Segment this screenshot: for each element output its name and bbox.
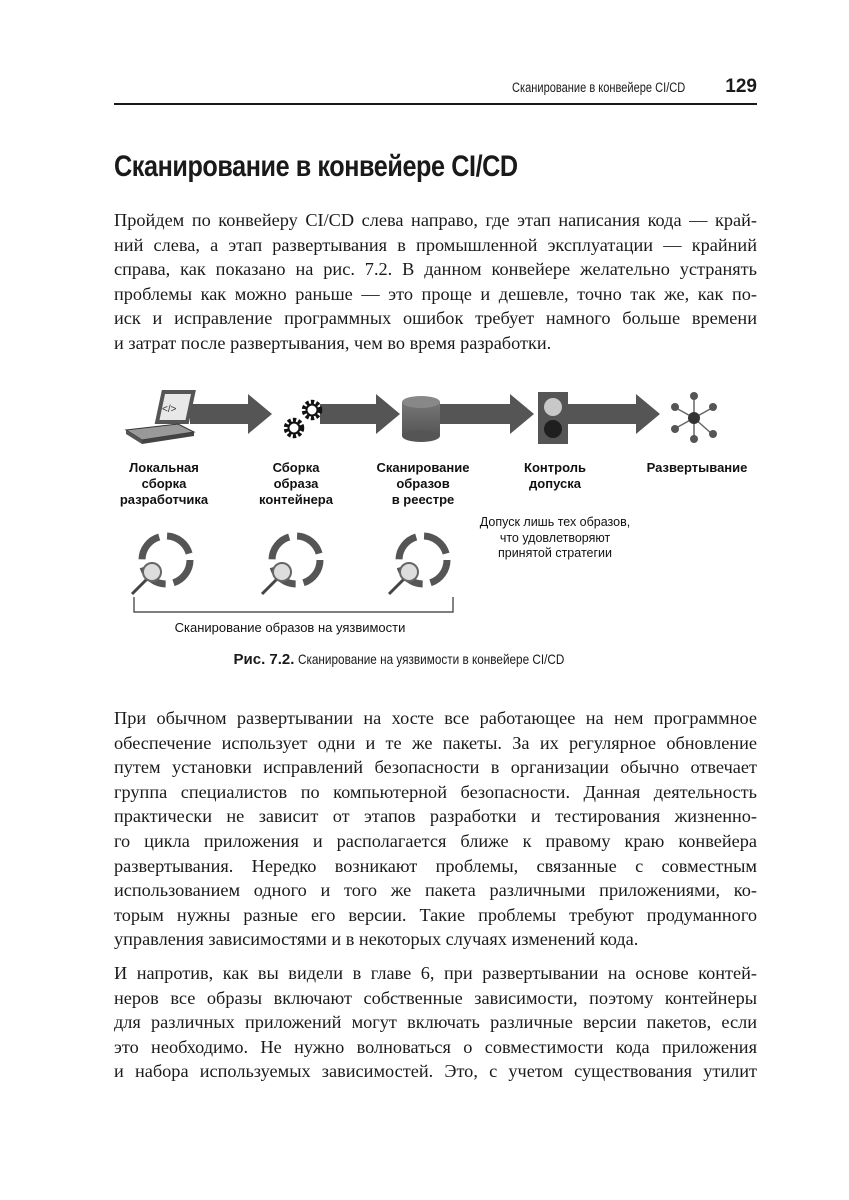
paragraph-line: И напротив, как вы видели в главе 6, при развертывании на основе контей-	[114, 963, 757, 983]
gears-icon	[286, 402, 320, 436]
paragraph-line: практически не зависит от этапов разработки и тестирования жизненно-	[114, 806, 757, 827]
running-head	[114, 78, 757, 100]
paragraph-line: для различных приложений могут включать различные версии пакетов, если	[114, 1012, 757, 1033]
header-rule	[114, 103, 757, 105]
pipeline-arrow	[566, 394, 660, 434]
caption-label: Рис. 7.2.	[233, 651, 295, 668]
stage-label: Сканирование	[376, 460, 470, 475]
paragraph-line: проблемы как можно раньше — это проще и дешевле, точно так же, как по-	[114, 283, 757, 304]
paragraph-line: управления зависимостями и в некоторых случаях изменений кода.	[114, 929, 639, 950]
stage-label: разработчика	[119, 492, 209, 507]
scan-cycle-icon	[262, 536, 320, 594]
paragraph-line: Пройдем по конвейеру CI/CD слева направо, где этап написания кода — край-	[114, 210, 757, 230]
paragraph-line: неров все образы включают собственные зависимости, поэтому контейнеры	[114, 987, 757, 1008]
stage-label: Локальная	[129, 460, 199, 475]
caption-text: Сканирование на уязвимости в конвейере CI/CD	[298, 651, 565, 667]
stage-label: образа	[273, 476, 319, 491]
paragraph-line: го цикла приложения и располагается ближе к правому краю конвейера	[114, 830, 757, 851]
figure-caption	[0, 651, 849, 668]
running-head-title: Сканирование в конвейере CI/CD	[511, 80, 685, 95]
stage-label: контейнера	[259, 492, 333, 507]
stage-label: образов	[396, 476, 450, 491]
pipeline-arrow	[190, 394, 272, 434]
paragraph-line: путем установки исправлений безопасности в организации обычно отвечает	[114, 757, 757, 778]
stage-label: Развертывание	[646, 460, 748, 475]
scan-cycle-icon	[132, 536, 190, 594]
admission-note: что удовлетворяют	[499, 531, 611, 545]
paragraph-line: и набора используемых зависимостей. Это, с учетом существования утилит	[114, 1061, 757, 1082]
paragraph-line: обеспечение использует одни и те же пакеты. За их регулярное обновление	[114, 732, 757, 753]
section-title: Сканирование в конвейере CI/CD	[114, 150, 518, 183]
paragraph-3	[114, 961, 757, 1084]
stage-label: Сборка	[272, 460, 320, 475]
admission-note: принятой стратегии	[497, 546, 613, 560]
deployment-hub-icon	[671, 392, 717, 443]
scan-bracket	[134, 597, 453, 612]
paragraph-2	[114, 706, 757, 952]
paragraph-line: развертывания. Нередко возникают проблемы, связанные с совместным	[114, 855, 757, 876]
stage-label: сборка	[141, 476, 187, 491]
stage-label: Контроль	[524, 460, 586, 475]
laptop-icon	[126, 390, 196, 444]
stage-label: в реестре	[391, 492, 455, 507]
paragraph-line: торым нужны разные его версии. Такие проблемы требуют продуманного	[114, 904, 757, 925]
page-number: 129	[725, 76, 757, 97]
pipeline-arrow	[320, 394, 400, 434]
stage-label: допуска	[529, 476, 581, 491]
paragraph-line: При обычном развертывании на хосте все работающее на нем программное	[114, 708, 757, 728]
paragraph-1	[114, 208, 757, 356]
pipeline-figure	[100, 380, 770, 642]
scan-cycle-icon	[389, 536, 447, 594]
paragraph-line: и затрат после развертывания, чем во время разработки.	[114, 332, 552, 353]
paragraph-line: справа, как показано на рис. 7.2. В данном конвейере желательно устранять	[114, 259, 757, 280]
paragraph-line: использованием одного и того же пакета различными приложениями, ко-	[114, 880, 757, 901]
svg-text:</>: </>	[162, 404, 177, 415]
paragraph-line: ний слева, а этап развертывания в промышленной эксплуатации — крайний	[114, 234, 757, 255]
admission-note: Допуск лишь тех образов,	[479, 515, 631, 529]
paragraph-line: группа специалистов по компьютерной безопасности. Данная деятельность	[114, 781, 757, 802]
traffic-light-icon	[538, 392, 568, 444]
paragraph-line: иск и исправление программных ошибок требует намного больше времени	[114, 308, 757, 329]
registry-database-icon	[402, 396, 440, 442]
bracket-label: Сканирование образов на уязвимости	[174, 620, 406, 635]
paragraph-line: это необходимо. Не нужно волноваться о совместимости кода приложения	[114, 1036, 757, 1057]
pipeline-arrow	[440, 394, 534, 434]
